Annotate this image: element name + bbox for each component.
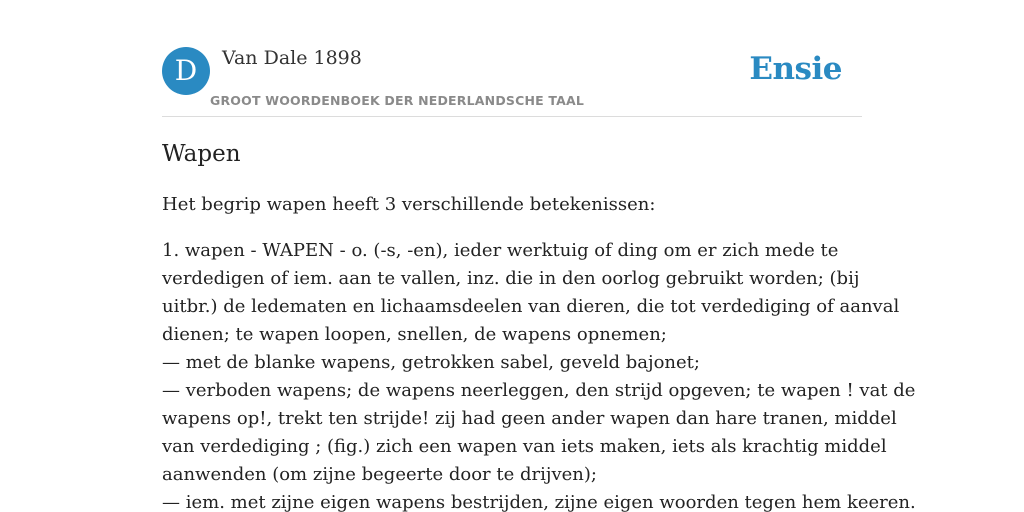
definition-line: — verboden wapens; de wapens neerleggen, den strijd opgeven; te wapen ! vat de [162, 380, 916, 401]
entry-intro: Het begrip wapen heeft 3 verschillende betekenissen: [162, 194, 656, 215]
source-subtitle: GROOT WOORDENBOEK DER NEDERLANDSCHE TAAL [210, 93, 585, 108]
source-header [162, 46, 862, 117]
definition-line: wapens op!, trekt ten strijde! zij had geen ander wapen dan hare tranen, middel [162, 408, 897, 429]
source-logo[interactable]: D [162, 47, 210, 95]
definition-line: — met de blanke wapens, getrokken sabel, geveld bajonet; [162, 352, 700, 373]
definition-line: uitbr.) de ledematen en lichaamsdeelen van dieren, die tot verdediging of aanval [162, 296, 900, 317]
definition-line: — iem. met zijne eigen wapens bestrijden, zijne eigen woorden tegen hem keeren. [162, 492, 916, 512]
page-title: Wapen [162, 141, 241, 167]
definition-line: verdedigen of iem. aan te vallen, inz. die in den oorlog gebruikt worden; (bij [162, 268, 860, 289]
entry-content [162, 138, 916, 512]
definition-line: dienen; te wapen loopen, snellen, de wapens opnemen; [162, 324, 667, 345]
definition-line: van verdediging ; (fig.) zich een wapen van iets maken, iets als krachtig middel [162, 436, 887, 457]
definition-text [162, 237, 916, 512]
definition-line: 1. wapen - WAPEN - o. (-s, -en), ieder werktuig of ding om er zich mede te [162, 240, 839, 261]
definition-line: aanwenden (om zijne begeerte door te drijven); [162, 464, 597, 485]
source-title[interactable]: Van Dale 1898 [222, 47, 362, 69]
ensie-logo[interactable]: Ensie [749, 51, 842, 87]
